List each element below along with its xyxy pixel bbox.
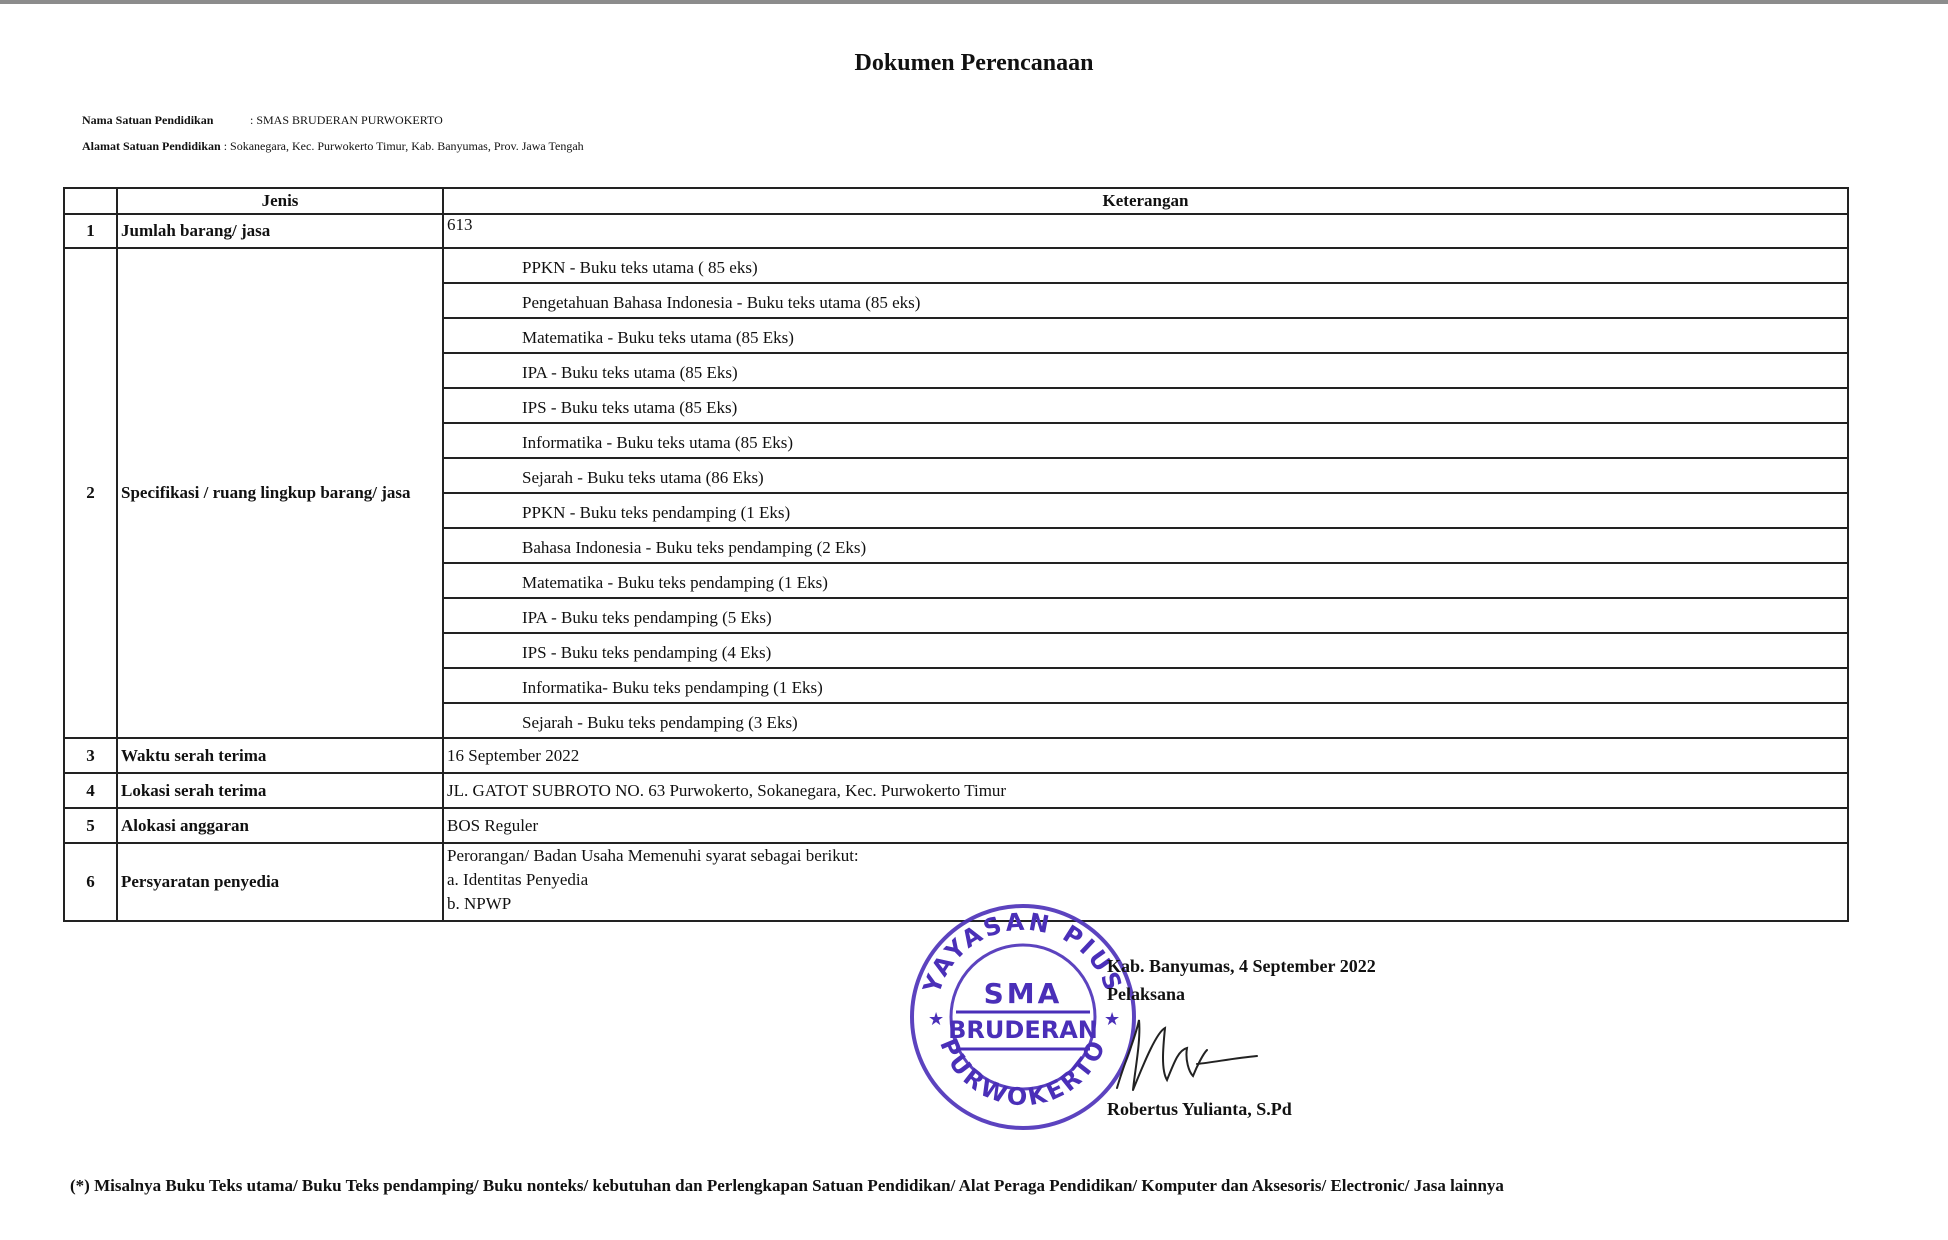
svg-text:★: ★ [1104,1009,1121,1030]
handwritten-signature [1105,1000,1265,1100]
specification-item: PPKN - Buku teks utama ( 85 eks) [444,249,1847,284]
planning-table [63,187,1849,922]
row-value: BOS Reguler [443,808,1848,843]
row-value: 613 [443,214,1848,248]
specification-item: Sejarah - Buku teks utama (86 Eks) [444,459,1847,494]
row-jenis: Specifikasi / ruang lingkup barang/ jasa [117,248,443,738]
row-jenis: Jumlah barang/ jasa [117,214,443,248]
specification-item: PPKN - Buku teks pendamping (1 Eks) [444,494,1847,529]
row-jenis: Lokasi serah terima [117,773,443,808]
requirement-line: a. Identitas Penyedia [447,870,589,889]
school-address-row [82,139,584,154]
row-value [443,843,1848,921]
page-top-edge [0,0,1948,4]
document-title: Dokumen Perencanaan [854,50,1094,76]
school-address-value: : Sokanegara, Kec. Purwokerto Timur, Kab. Banyumas, Prov. Jawa Tengah [223,139,584,153]
specification-item: Informatika - Buku teks utama (85 Eks) [444,424,1847,459]
row-value: 16 September 2022 [443,738,1848,773]
specification-list [444,249,1847,737]
school-address-label: Alamat Satuan Pendidikan [82,139,221,153]
row-number: 3 [64,738,117,773]
footnote: (*) Misalnya Buku Teks utama/ Buku Teks pendamping/ Buku nonteks/ kebutuhan dan Perlengkapan Satuan Pendidikan/ Alat Peraga Pendidikan/ Komputer dan Aksesoris/ Electronic/ Jasa lainnya [70,1176,1504,1195]
specification-item: IPA - Buku teks pendamping (5 Eks) [444,599,1847,634]
specification-item: Matematika - Buku teks utama (85 Eks) [444,319,1847,354]
specification-item: Matematika - Buku teks pendamping (1 Eks) [444,564,1847,599]
specification-item: Pengetahuan Bahasa Indonesia - Buku teks utama (85 eks) [444,284,1847,319]
header-no [64,188,117,214]
specification-list-cell [443,248,1848,738]
row-number: 5 [64,808,117,843]
specification-item: Bahasa Indonesia - Buku teks pendamping (2 Eks) [444,529,1847,564]
svg-text:BRUDERAN: BRUDERAN [948,1016,1098,1044]
signature-role: Pelaksana [1107,984,1186,1004]
table-row [64,808,1848,843]
svg-text:★: ★ [928,1009,945,1030]
row-number: 1 [64,214,117,248]
specification-item: IPS - Buku teks utama (85 Eks) [444,389,1847,424]
row-number: 2 [64,248,117,738]
school-stamp [908,902,1138,1132]
svg-text:SMA: SMA [983,977,1063,1010]
table-row [64,773,1848,808]
requirement-line: b. NPWP [447,894,512,913]
header-jenis: Jenis [117,188,443,214]
row-number: 4 [64,773,117,808]
header-keterangan: Keterangan [443,188,1848,214]
school-name-label: Nama Satuan Pendidikan [82,113,214,127]
table-row [64,214,1848,248]
row-number: 6 [64,843,117,921]
signature-place-date: Kab. Banyumas, 4 September 2022 [1107,956,1376,976]
row-value: JL. GATOT SUBROTO NO. 63 Purwokerto, Sokanegara, Kec. Purwokerto Timur [443,773,1848,808]
table-row [64,738,1848,773]
school-name-value: : SMAS BRUDERAN PURWOKERTO [250,113,443,127]
svg-text:YAYASAN PIUS: YAYASAN PIUS [917,907,1129,998]
specification-item: Sejarah - Buku teks pendamping (3 Eks) [522,713,798,732]
specification-item: IPS - Buku teks pendamping (4 Eks) [444,634,1847,669]
svg-text:PURWOKERTO: PURWOKERTO [934,1034,1112,1112]
signatory-name: Robertus Yulianta, S.Pd [1107,1099,1292,1119]
row-jenis: Persyaratan penyedia [117,843,443,921]
table-row [64,248,1848,738]
specification-item: IPA - Buku teks utama (85 Eks) [444,354,1847,389]
specification-item: Informatika- Buku teks pendamping (1 Eks) [444,669,1847,704]
table-header-row [64,188,1848,214]
requirement-line: Perorangan/ Badan Usaha Memenuhi syarat sebagai berikut: [447,846,859,865]
row-jenis: Waktu serah terima [117,738,443,773]
school-name-row [82,113,443,128]
row-jenis: Alokasi anggaran [117,808,443,843]
